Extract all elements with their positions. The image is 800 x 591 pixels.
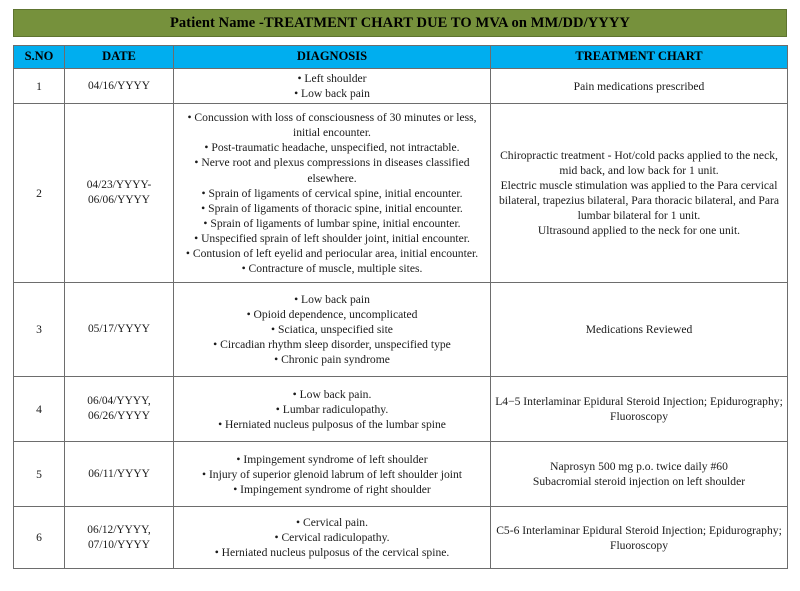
diagnosis-item: • Chronic pain syndrome	[177, 352, 487, 367]
diagnosis-item: • Herniated nucleus pulposus of the lumbar spine	[177, 417, 487, 432]
cell-date	[65, 377, 174, 442]
table-row	[14, 442, 788, 507]
diagnosis-item: • Contusion of left eyelid and periocular area, initial encounter.	[177, 246, 487, 261]
cell-date	[65, 104, 174, 283]
treatment-item: Naprosyn 500 mg p.o. twice daily #60	[550, 460, 728, 474]
diagnosis-item: • Lumbar radiculopathy.	[177, 402, 487, 417]
diagnosis-item: • Contracture of muscle, multiple sites.	[177, 261, 487, 276]
cell-treatment	[491, 69, 788, 104]
diagnosis-item: • Low back pain.	[177, 387, 487, 402]
diagnosis-item: • Sprain of ligaments of lumbar spine, initial encounter.	[177, 216, 487, 231]
diagnosis-item: • Low back pain	[177, 86, 487, 101]
table-row	[14, 104, 788, 283]
cell-date	[65, 442, 174, 507]
diagnosis-item: • Cervical radiculopathy.	[177, 530, 487, 545]
cell-date	[65, 283, 174, 377]
date-line: 06/26/YYYY	[87, 410, 150, 423]
cell-treatment	[491, 104, 788, 283]
diagnosis-item: • Impingement syndrome of left shoulder	[177, 452, 487, 467]
cell-sno: 1	[14, 69, 65, 104]
table-body	[14, 69, 788, 569]
date-line: 06/11/YYYY	[88, 467, 150, 480]
diagnosis-item: • Post-traumatic headache, unspecified, not intractable.	[177, 140, 487, 155]
cell-diagnosis	[174, 507, 491, 569]
cell-diagnosis	[174, 283, 491, 377]
diagnosis-item: • Sciatica, unspecified site	[177, 322, 487, 337]
diagnosis-item: • Sprain of ligaments of thoracic spine, initial encounter.	[177, 201, 487, 216]
cell-treatment	[491, 507, 788, 569]
cell-diagnosis	[174, 442, 491, 507]
treatment-item: Ultrasound applied to the neck for one unit.	[537, 224, 741, 238]
cell-diagnosis	[174, 377, 491, 442]
date-line: 06/06/YYYY	[87, 194, 150, 207]
diagnosis-item: • Concussion with loss of consciousness of 30 minutes or less, initial encounter.	[177, 110, 487, 140]
cell-treatment	[491, 377, 788, 442]
column-header-date: DATE	[65, 46, 174, 69]
cell-treatment	[491, 283, 788, 377]
treatment-item: Chiropractic treatment - Hot/cold packs applied to the neck, mid back, and low back for 1 unit.	[500, 148, 778, 177]
diagnosis-item: • Low back pain	[177, 292, 487, 307]
cell-sno: 5	[14, 442, 65, 507]
table-row	[14, 377, 788, 442]
diagnosis-item: • Circadian rhythm sleep disorder, unspecified type	[177, 337, 487, 352]
page-title: Patient Name -TREATMENT CHART DUE TO MVA on MM/DD/YYYY	[169, 14, 631, 31]
column-header-treatment: TREATMENT CHART	[491, 46, 788, 69]
table-header-row	[14, 46, 788, 69]
treatment-item: C5-6 Interlaminar Epidural Steroid Injection; Epidurography; Fluoroscopy	[496, 523, 782, 552]
cell-sno: 6	[14, 507, 65, 569]
table-row	[14, 283, 788, 377]
diagnosis-item: • Herniated nucleus pulposus of the cervical spine.	[177, 545, 487, 560]
treatment-item: L4−5 Interlaminar Epidural Steroid Injection; Epidurography; Fluoroscopy	[495, 395, 783, 424]
column-header-diagnosis: DIAGNOSIS	[174, 46, 491, 69]
treatment-item: Pain medications prescribed	[573, 79, 705, 93]
column-header-sno: S.NO	[14, 46, 65, 69]
date-line: 04/16/YYYY	[87, 79, 150, 92]
diagnosis-item: • Opioid dependence, uncomplicated	[177, 307, 487, 322]
diagnosis-item: • Sprain of ligaments of cervical spine, initial encounter.	[177, 186, 487, 201]
cell-sno: 2	[14, 104, 65, 283]
diagnosis-item: • Injury of superior glenoid labrum of left shoulder joint	[177, 467, 487, 482]
date-line: 06/12/YYYY,	[87, 523, 151, 536]
cell-sno: 3	[14, 283, 65, 377]
diagnosis-item: • Left shoulder	[177, 71, 487, 86]
table-header	[14, 46, 788, 69]
table-row	[14, 507, 788, 569]
diagnosis-item: • Impingement syndrome of right shoulder	[177, 482, 487, 497]
treatment-chart-table	[13, 45, 788, 569]
treatment-item: Electric muscle stimulation was applied to the Para cervical bilateral, trapezius bilateral, Para thoracic bilateral, and Para lumbar bilateral for 1 unit.	[498, 179, 780, 223]
date-line: 05/17/YYYY	[87, 323, 150, 336]
cell-diagnosis	[174, 69, 491, 104]
date-line: 06/04/YYYY,	[87, 395, 151, 408]
treatment-item: Medications Reviewed	[585, 323, 693, 337]
diagnosis-item: • Nerve root and plexus compressions in diseases classified elsewhere.	[177, 155, 487, 185]
date-line: 07/10/YYYY	[87, 538, 150, 551]
treatment-item: Subacromial steroid injection on left shoulder	[532, 475, 746, 489]
date-line: 04/23/YYYY-	[86, 179, 152, 192]
cell-diagnosis	[174, 104, 491, 283]
chart-title-bar	[13, 9, 787, 37]
cell-treatment	[491, 442, 788, 507]
diagnosis-item: • Cervical pain.	[177, 515, 487, 530]
table-row	[14, 69, 788, 104]
diagnosis-item: • Unspecified sprain of left shoulder joint, initial encounter.	[177, 231, 487, 246]
cell-date	[65, 69, 174, 104]
cell-sno: 4	[14, 377, 65, 442]
cell-date	[65, 507, 174, 569]
